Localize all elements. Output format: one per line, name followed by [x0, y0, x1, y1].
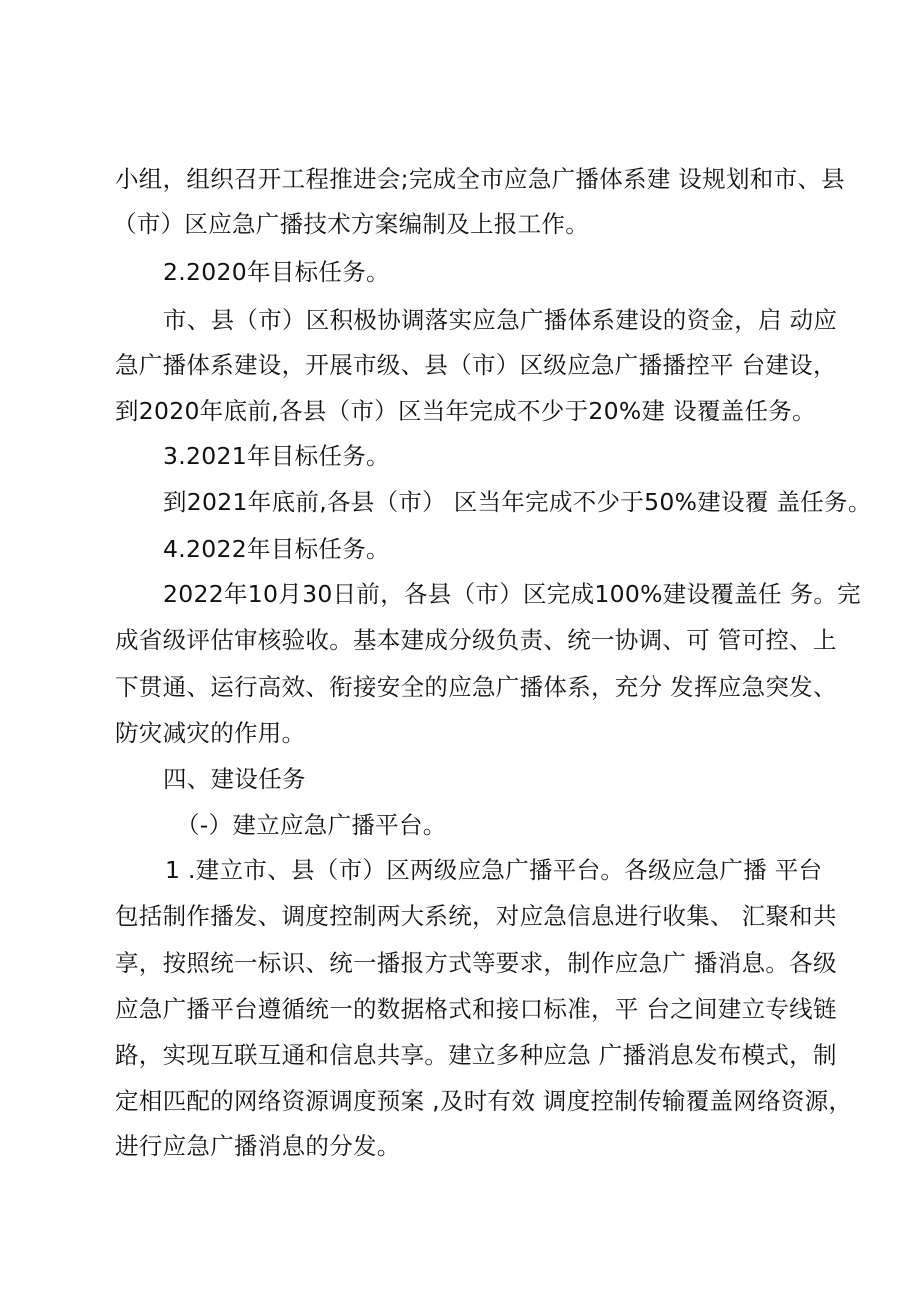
body-text-line: 包括制作播发、调度控制两大系统，对应急信息进行收集、 汇聚和共: [115, 902, 837, 930]
body-text-line: 小组，组织召开工程推进会;完成全市应急广播体系建 设规划和市、县: [115, 165, 845, 193]
body-text-line: 享，按照统一标识、统一播报方式等要求，制作应急广 播消息。各级: [115, 949, 837, 977]
section-heading-2022: 4.2022年目标任务。: [163, 535, 390, 563]
body-text-line: 市、县（市）区积极协调落实应急广播体系建设的资金，启 动应: [163, 306, 838, 334]
body-text-line: 到2020年底前,各县（市）区当年完成不少于20%建 设覆盖任务。: [115, 397, 816, 425]
body-text-line: 1 .建立市、县（市）区两级应急广播平台。各级应急广播 平台: [165, 856, 823, 884]
chapter-heading-construction-tasks: 四、建设任务: [163, 765, 306, 793]
body-text-line: 2022年10月30日前，各县（市）区完成100%建设覆盖任 务。完: [163, 580, 861, 608]
subsection-heading-platform: （-）建立应急广播平台。: [176, 811, 447, 839]
body-text-line: 到2021年底前,各县（市） 区当年完成不少于50%建设覆 盖任务。: [163, 488, 872, 516]
body-text-line: 下贯通、运行高效、衔接安全的应急广播体系，充分 发挥应急突发、: [115, 673, 837, 701]
body-text-line: （市）区应急广播技术方案编制及上报工作。: [113, 210, 589, 238]
body-text-line: 防灾减灾的作用。: [115, 719, 306, 747]
body-text-line: 路，实现互联互通和信息共享。建立多种应急 广播消息发布模式，制: [115, 1041, 837, 1069]
body-text-line: 急广播体系建设，开展市级、县（市）区级应急广播播控平 台建设，: [115, 351, 837, 379]
section-heading-2021: 3.2021年目标任务。: [163, 442, 390, 470]
section-heading-2020: 2.2020年目标任务。: [163, 258, 390, 286]
body-text-line: 定相匹配的网络资源调度预案 ,及时有效 调度控制传输覆盖网络资源，: [115, 1087, 853, 1115]
body-text-line: 应急广播平台遵循统一的数据格式和接口标准，平 台之间建立专线链: [115, 995, 837, 1023]
body-text-line: 进行应急广播消息的分发。: [115, 1132, 401, 1160]
body-text-line: 成省级评估审核验收。基本建成分级负责、统一协调、可 管可控、上: [115, 626, 837, 654]
